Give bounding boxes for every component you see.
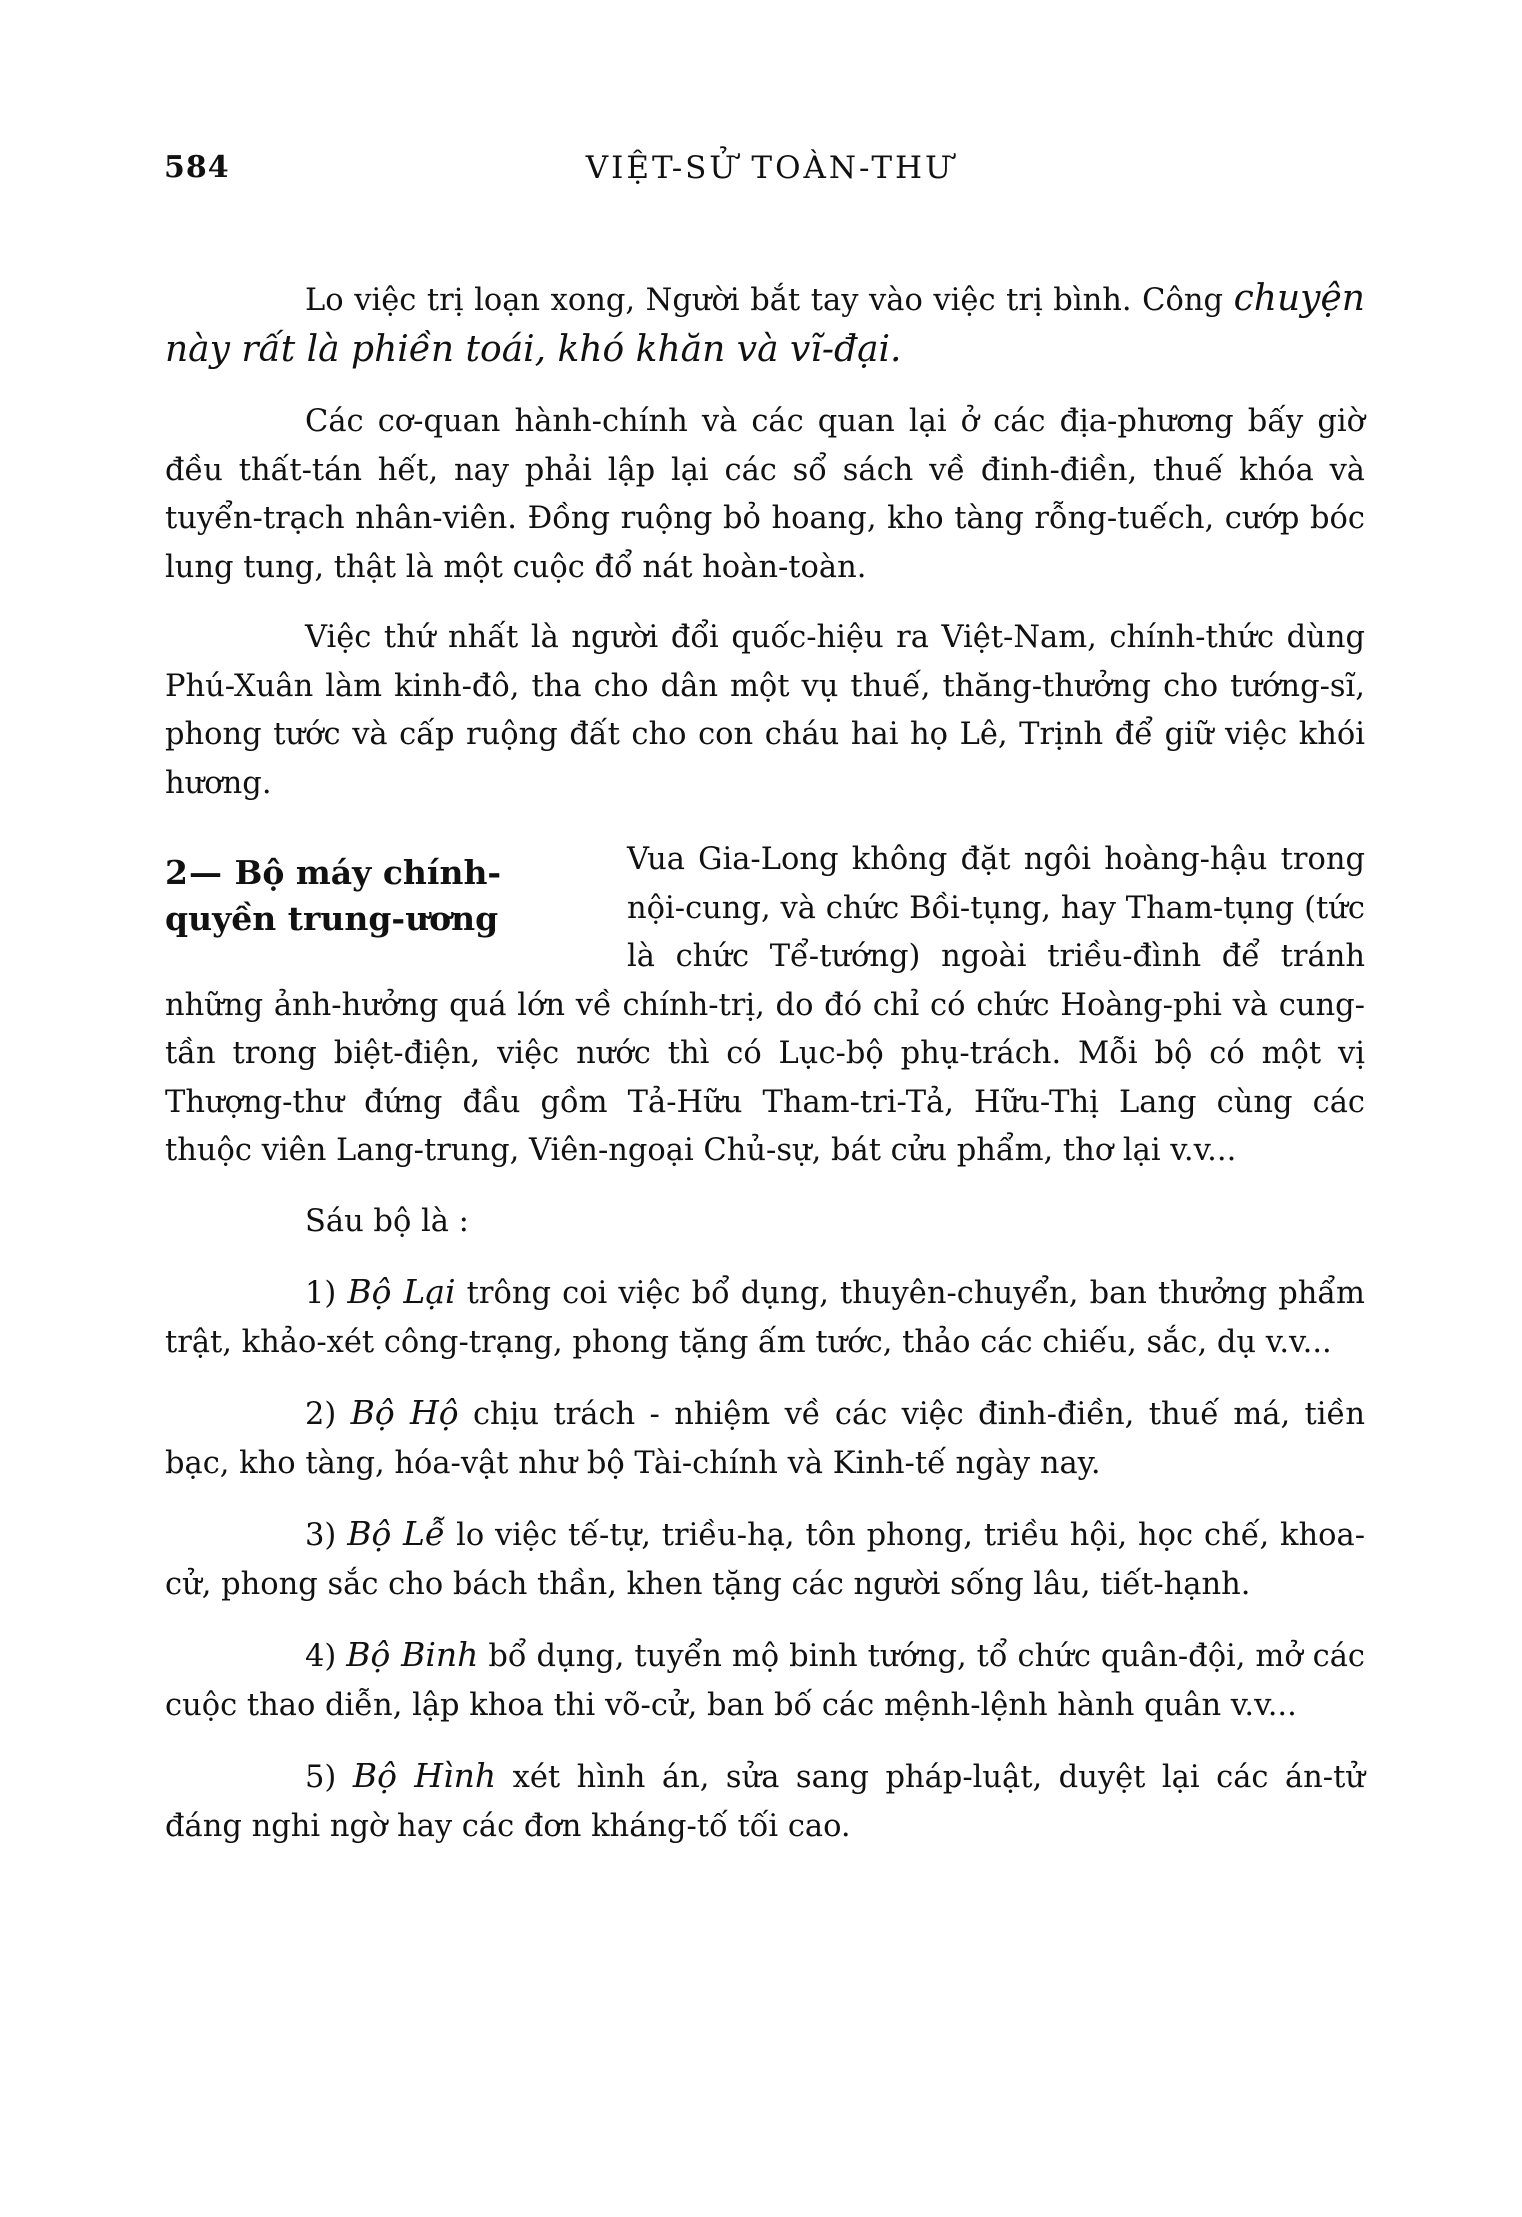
- section-title: Bộ máy chính-quyền trung-ương: [165, 853, 502, 938]
- ministry-desc: bổ dụng, tuyển mộ binh tướng, tổ chức quân-đội, mở các cuộc thao diễn, lập khoa thi võ-cử, ban bố các mệnh-lệnh hành quân v.v...: [165, 1639, 1365, 1723]
- intro-paragraph: [165, 275, 1365, 376]
- ministry-name: Bộ Lại: [347, 1272, 456, 1311]
- ministry-desc: lo việc tế-tự, triều-hạ, tôn phong, triều hội, học chế, khoa-cử, phong sắc cho bách thần, khen tặng các người sống lâu, tiết-hạnh.: [165, 1518, 1366, 1602]
- section-central-government: [165, 836, 1365, 1198]
- ministry-name: Bộ Hộ: [350, 1393, 459, 1432]
- ministry-item: [165, 1268, 1365, 1367]
- ministry-desc: chịu trách - nhiệm về các việc đinh-điền, thuế má, tiền bạc, kho tàng, hóa-vật như bộ Tài-chính và Kinh-tế ngày nay.: [165, 1397, 1365, 1481]
- page-body: [165, 275, 1365, 1873]
- ministry-desc: xét hình án, sửa sang pháp-luật, duyệt lại các án-tử đáng nghi ngờ hay các đơn kháng-tố tối cao.: [165, 1760, 1366, 1844]
- ministry-number: 3): [305, 1518, 337, 1553]
- section-number: 2—: [165, 853, 223, 892]
- ministry-name: Bộ Lễ: [347, 1514, 446, 1553]
- ministry-item: [165, 1510, 1365, 1609]
- page-header: [160, 150, 1380, 210]
- list-intro: Sáu bộ là :: [305, 1203, 469, 1239]
- ministry-name: Bộ Binh: [346, 1635, 479, 1674]
- ministry-item: [165, 1752, 1365, 1851]
- ministry-desc: trông coi việc bổ dụng, thuyên-chuyển, ban thưởng phẩm trật, khảo-xét công-trạng, phong tặng ấm tước, thảo các chiếu, sắc, dụ v.v...: [165, 1276, 1365, 1360]
- intro-line-1: Lo việc trị loạn xong, Người bắt tay vào việc trị bình. Công: [305, 283, 1224, 318]
- section-text: Vua Gia-Long không đặt ngôi hoàng-hậu trong nội-cung, và chức Bồi-tụng, hay Tham-tụng (tức là chức Tể-tướng) ngoài triều-đình để tránh những ảnh-hưởng quá lớn về chính-trị, do đó chỉ có chức Hoàng-phi và cung-tần trong biệt-điện, việc nước thì có Lục-bộ phụ-trách. Mỗi bộ có một vị Thượng-thư đứng đầu gồm Tả-Hữu Tham-tri-Tả, Hữu-Thị Lang cùng các thuộc viên Lang-trung, Viên-ngoại Chủ-sự, bát cửu phẩm, thơ lại v.v...: [165, 842, 1365, 1168]
- paragraph-admin: Các cơ-quan hành-chính và các quan lại ở các địa-phương bấy giờ đều thất-tán hết, nay phải lập lại các sổ sách về đinh-điền, thuế khóa và tuyển-trạch nhân-viên. Đồng ruộng bỏ hoang, kho tàng rỗng-tuếch, cướp bóc lung tung, thật là một cuộc đổ nát hoàn-toàn.: [165, 404, 1365, 585]
- ministry-number: 5): [305, 1760, 337, 1795]
- ministry-number: 4): [305, 1639, 337, 1674]
- paragraph-first-acts: Việc thứ nhất là người đổi quốc-hiệu ra Việt-Nam, chính-thức dùng Phú-Xuân làm kinh-đô, tha cho dân một vụ thuế, thăng-thưởng cho tướng-sĩ, phong tước và cấp ruộng đất cho con cháu hai họ Lê, Trịnh để giữ việc khói hương.: [165, 620, 1365, 801]
- intro-line-2: chuyện này rất là phiền toái, khó khăn và vĩ-đại.: [165, 278, 1365, 370]
- ministry-name: Bộ Hình: [352, 1756, 497, 1795]
- page-number: 584: [164, 150, 230, 185]
- ministry-list: [165, 1268, 1365, 1851]
- ministry-number: 1): [305, 1276, 337, 1311]
- ministry-number: 2): [305, 1397, 337, 1432]
- ministry-item: [165, 1631, 1365, 1730]
- section-heading: [165, 850, 605, 942]
- ministry-item: [165, 1389, 1365, 1488]
- running-title: VIỆT-SỬ TOÀN-THƯ: [585, 150, 955, 186]
